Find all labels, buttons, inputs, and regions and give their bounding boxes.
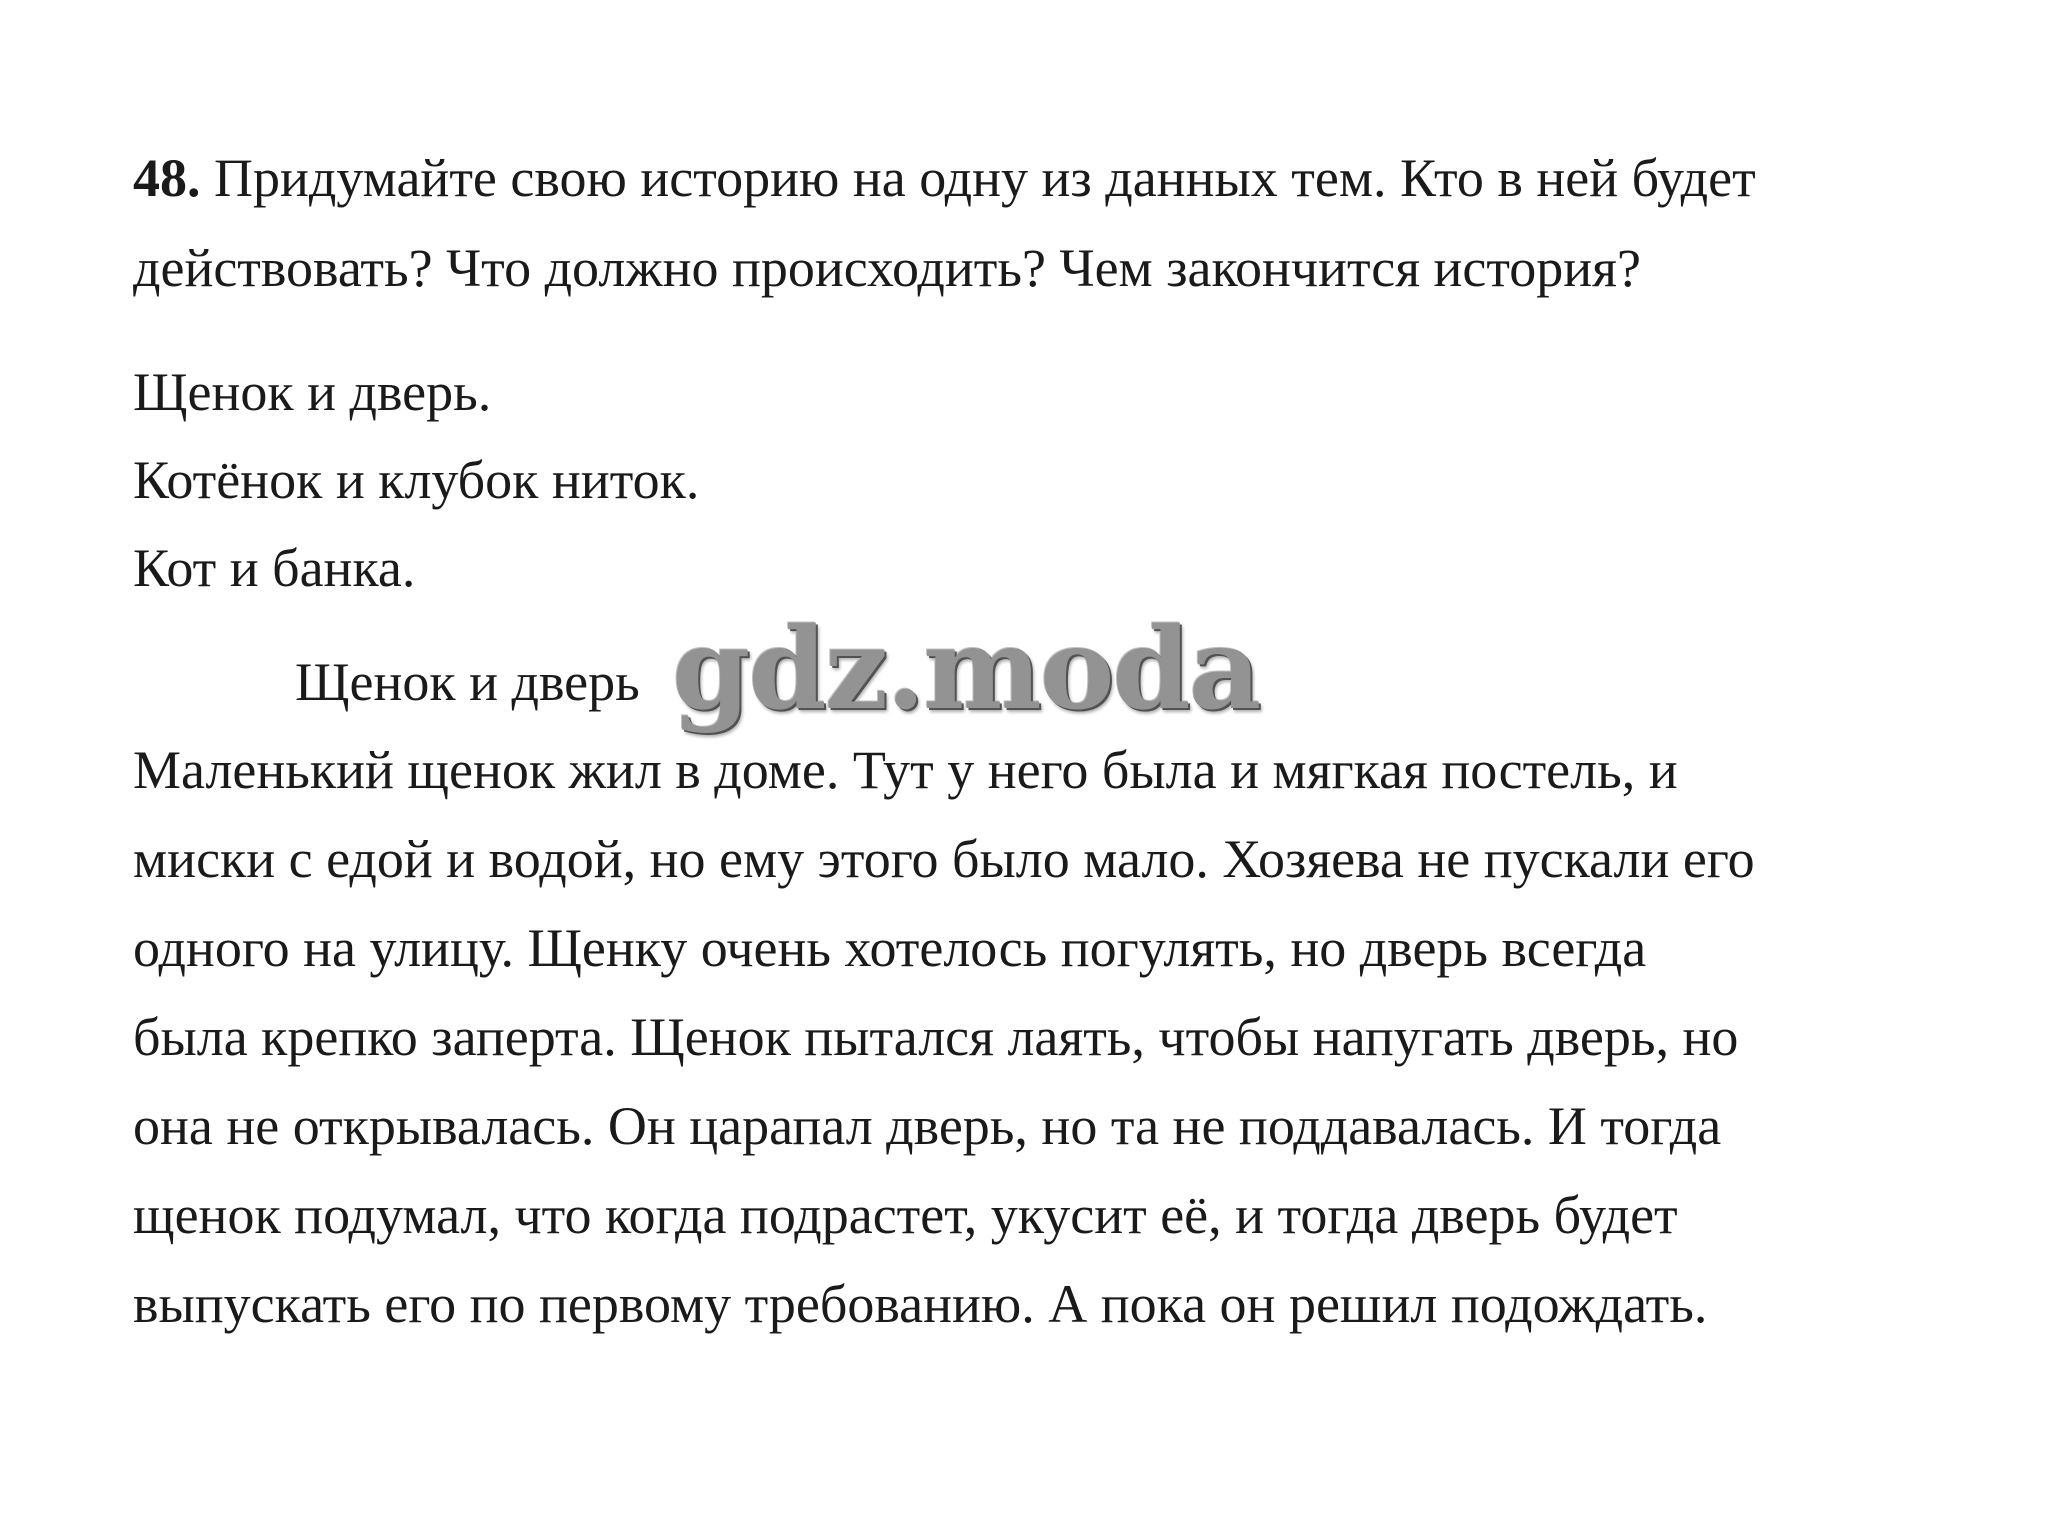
story-line: Маленький щенок жил в доме. Тут у него была и мягкая постель, и	[133, 740, 1678, 800]
topic-item: Котёнок и клубок ниток.	[133, 450, 700, 510]
task-statement-line-1	[133, 148, 1756, 208]
task-text-1: Придумайте свою историю на одну из данных тем. Кто в ней будет	[200, 148, 1756, 208]
story-line: была крепко заперта. Щенок пытался лаять, чтобы напугать дверь, но	[133, 1007, 1739, 1067]
story-line: она не открывалась. Он царапал дверь, но та не поддавалась. И тогда	[133, 1096, 1722, 1156]
story-title: Щенок и дверь	[295, 652, 640, 712]
story-line: миски с едой и водой, но ему этого было мало. Хозяева не пускали его	[133, 829, 1755, 889]
topic-item: Кот и банка.	[133, 538, 416, 598]
task-number: 48.	[133, 148, 201, 208]
story-line: одного на улицу. Щенку очень хотелось погулять, но дверь всегда	[133, 918, 1647, 978]
topic-item: Щенок и дверь.	[133, 362, 492, 422]
story-line: выпускать его по первому требованию. А пока он решил подождать.	[133, 1274, 1708, 1334]
watermark-logo: gdz.moda	[672, 604, 1260, 735]
task-statement-line-2: действовать? Что должно происходить? Чем закончится история?	[133, 238, 1641, 298]
story-line: щенок подумал, что когда подрастет, укусит её, и тогда дверь будет	[133, 1185, 1678, 1245]
